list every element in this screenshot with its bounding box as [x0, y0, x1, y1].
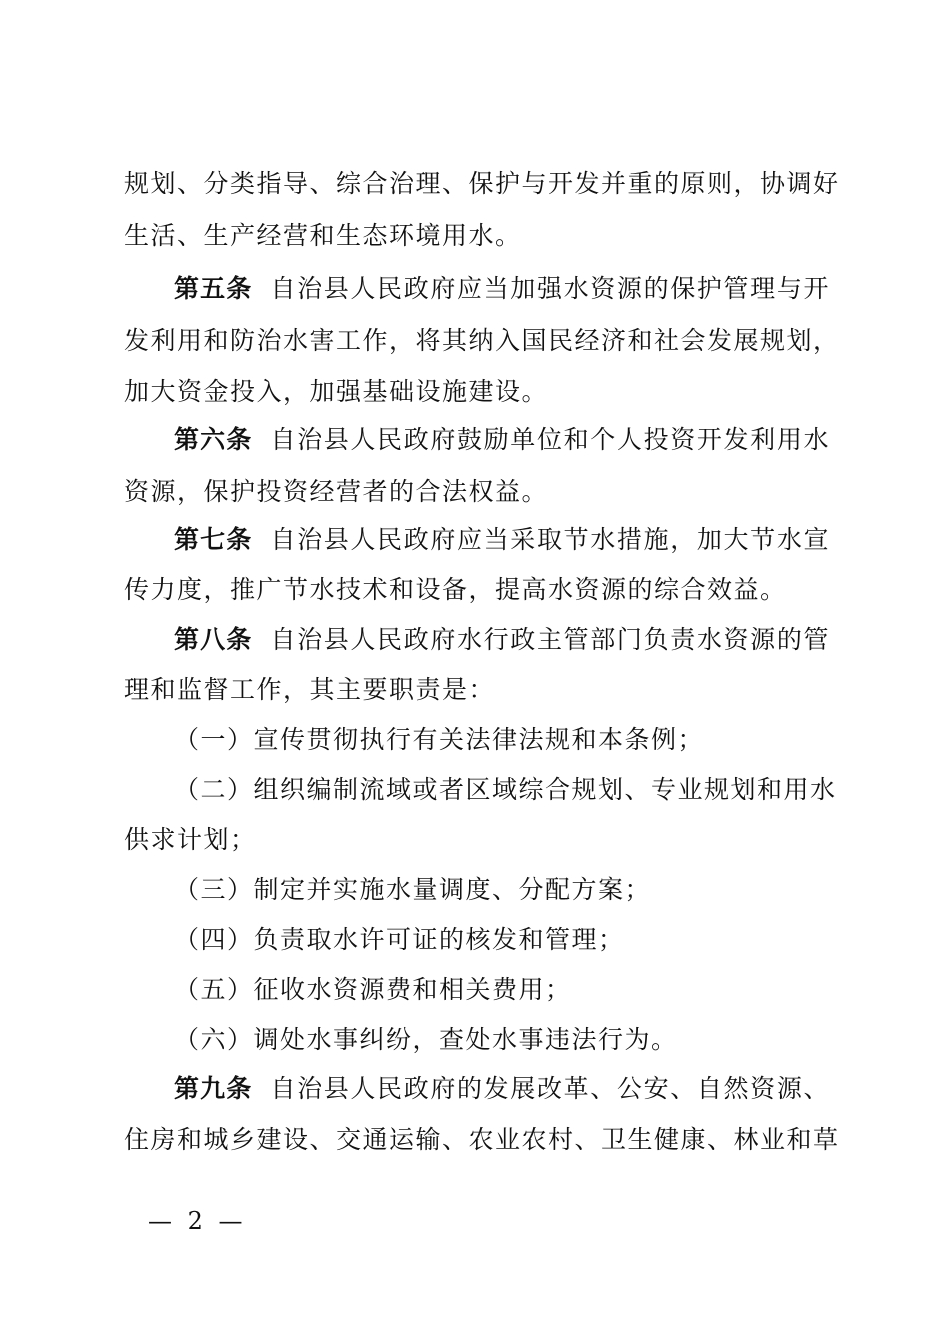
article-paragraph [174, 273, 830, 305]
article-text: 自治县人民政府应当采取节水措施，加大节水宣 [270, 525, 830, 554]
list-item: （二）组织编制流域或者区域综合规划、专业规划和用水 [174, 775, 837, 804]
article-paragraph [174, 624, 830, 656]
text-line: 理和监督工作，其主要职责是： [124, 675, 496, 704]
list-item: （一）宣传贯彻执行有关法律法规和本条例； [174, 725, 705, 754]
list-item: （三）制定并实施水量调度、分配方案； [174, 875, 652, 904]
text-line: 资源，保护投资经营者的合法权益。 [124, 477, 549, 506]
text-line: 传力度，推广节水技术和设备，提高水资源的综合效益。 [124, 575, 787, 604]
text-line: 规划、分类指导、综合治理、保护与开发并重的原则，协调好 [124, 169, 840, 198]
article-heading: 第六条 [174, 425, 253, 454]
article-paragraph [174, 1073, 830, 1105]
article-text: 自治县人民政府鼓励单位和个人投资开发利用水 [270, 425, 830, 454]
article-paragraph [174, 424, 830, 456]
article-text: 自治县人民政府水行政主管部门负责水资源的管 [270, 625, 830, 654]
text-line: 加大资金投入，加强基础设施建设。 [124, 377, 549, 406]
article-text: 自治县人民政府的发展改革、公安、自然资源、 [270, 1074, 830, 1103]
page-number: — 2 — [148, 1207, 247, 1235]
article-heading: 第八条 [174, 625, 253, 654]
article-heading: 第五条 [174, 274, 253, 303]
text-line: 供求计划； [124, 825, 257, 854]
article-heading: 第九条 [174, 1074, 253, 1103]
text-line: 住房和城乡建设、交通运输、农业农村、卫生健康、林业和草 [124, 1125, 840, 1154]
list-item: （六）调处水事纠纷，查处水事违法行为。 [174, 1025, 678, 1054]
text-line: 发利用和防治水害工作，将其纳入国民经济和社会发展规划， [124, 326, 840, 355]
list-item: （四）负责取水许可证的核发和管理； [174, 925, 625, 954]
text-line: 生活、生产经营和生态环境用水。 [124, 221, 522, 250]
list-item: （五）征收水资源费和相关费用； [174, 975, 572, 1004]
article-paragraph [174, 524, 830, 556]
article-heading: 第七条 [174, 525, 253, 554]
article-text: 自治县人民政府应当加强水资源的保护管理与开 [270, 274, 830, 303]
